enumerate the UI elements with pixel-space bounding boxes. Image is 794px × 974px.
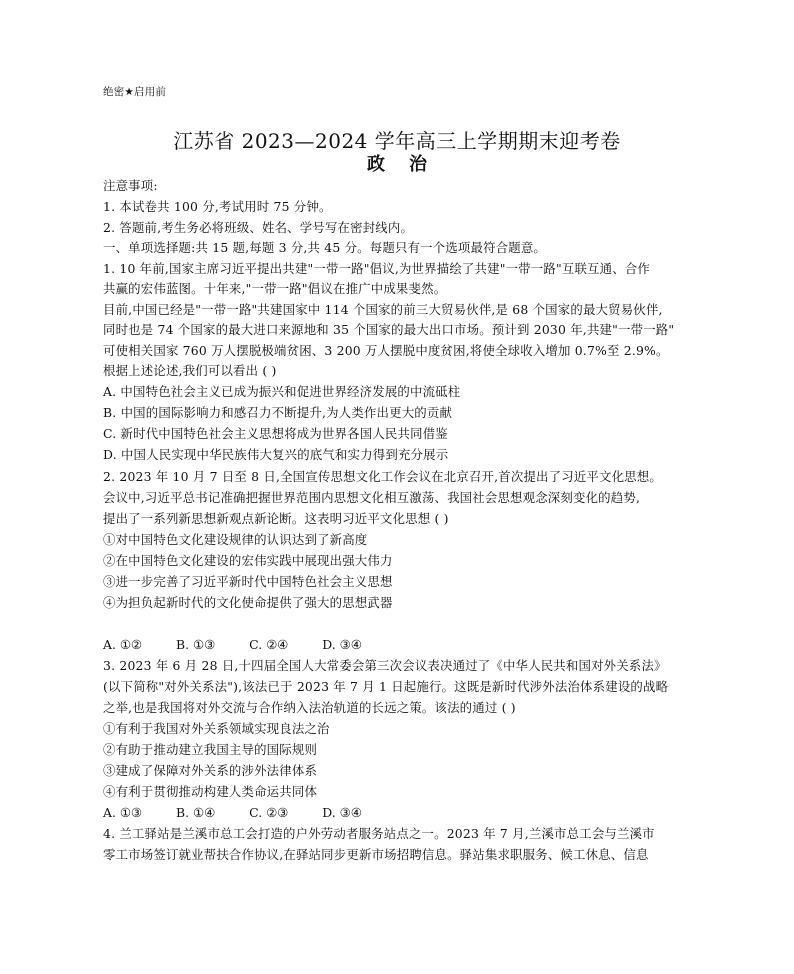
question-3-statement: ④有利于贯彻推动构建人类命运共同体 [103, 784, 318, 799]
question-2-statement: ③进一步完善了习近平新时代中国特色社会主义思想 [103, 574, 393, 589]
question-2-line: 提出了一系列新思想新观点新论断。这表明习近平文化思想 ( ) [103, 511, 449, 526]
notes-heading: 注意事项: [103, 178, 158, 193]
question-1-option-b: B. 中国的国际影响力和感召力不断提升,为人类作出更大的贡献 [103, 405, 453, 420]
choice-b: B. ①③ [176, 637, 216, 652]
question-3-statement: ②有助于推动建立我国主导的国际规则 [103, 742, 318, 757]
exam-title: 江苏省 2023—2024 学年高三上学期期末迎考卷 [173, 129, 621, 153]
question-2-line: 2. 2023 年 10 月 7 日至 8 日,全国宣传思想文化工作会议在北京召开,首次提出了习近平文化思想。 [103, 469, 662, 484]
question-1-line: 1. 10 年前,国家主席习近平提出共建"一带一路"倡议,为世界描绘了共建"一带一路"互联互通、合作 [103, 261, 650, 276]
choice-c: C. ②④ [249, 637, 289, 652]
confidential-label: 绝密★启用前 [103, 86, 167, 98]
question-3-statement: ③建成了保障对外关系的涉外法律体系 [103, 763, 318, 778]
choice-a: A. ①② [103, 637, 143, 652]
choice-d: D. ③④ [322, 637, 362, 652]
section-heading: 一、单项选择题:共 15 题,每题 3 分,共 45 分。每题只有一个选项最符合题意。 [103, 240, 547, 255]
question-2-line: 会议中,习近平总书记准确把握世界范围内思想文化相互激荡、我国社会思想观念深刻变化的趋势, [103, 490, 641, 505]
choice-d: D. ③④ [322, 805, 362, 820]
question-4-line: 零工市场签订就业帮扶合作协议,在驿站同步更新市场招聘信息。驿站集求职服务、候工休息、信息 [103, 847, 649, 862]
question-4-line: 4. 兰工驿站是兰溪市总工会打造的户外劳动者服务站点之一。2023 年 7 月,兰溪市总工会与兰溪市 [103, 826, 655, 841]
choice-b: B. ①④ [176, 805, 216, 820]
question-1-line: 同时也是 74 个国家的最大进口来源地和 35 个国家的最大出口市场。预计到 2030 年,共建"一带一路" [103, 322, 675, 337]
question-1-option-a: A. 中国特色社会主义已成为振兴和促进世界经济发展的中流砥柱 [103, 384, 461, 399]
question-2-choices [103, 637, 392, 653]
choice-c: C. ②③ [249, 805, 289, 820]
question-1-line: 目前,中国已经是"一带一路"共建国家中 114 个国家的前三大贸易伙伴,是 68 个国家的最大贸易伙伴, [103, 302, 663, 317]
question-3-statement: ①有利于我国对外关系领域实现良法之治 [103, 721, 330, 736]
question-2-statement: ①对中国特色文化建设规律的认识达到了新高度 [103, 532, 368, 547]
subject-title: 政治 [367, 154, 451, 175]
question-3-line: 3. 2023 年 6 月 28 日,十四届全国人大常委会第三次会议表决通过了《中华人民共和国对外关系法》 [103, 658, 667, 673]
question-1-option-c: C. 新时代中国特色社会主义思想将成为世界各国人民共同借鉴 [103, 426, 448, 441]
question-3-choices [103, 805, 392, 821]
note-item: 2. 答题前,考生务必将班级、姓名、学号写在密封线内。 [103, 220, 414, 235]
question-2-statement: ④为担负起新时代的文化使命提供了强大的思想武器 [103, 595, 393, 610]
question-3-line: 之举,也是我国将对外交流与合作纳入法治轨道的长远之策。该法的通过 ( ) [103, 700, 516, 715]
question-1-option-d: D. 中国人民实现中华民族伟大复兴的底气和实力得到充分展示 [103, 447, 449, 462]
choice-a: A. ①③ [103, 805, 143, 820]
note-item: 1. 本试卷共 100 分,考试用时 75 分钟。 [103, 199, 332, 214]
question-1-line: 共赢的宏伟蓝图。十年来,"一带一路"倡议在推广中成果斐然。 [103, 281, 447, 296]
question-1-line: 可使相关国家 760 万人摆脱极端贫困、3 200 万人摆脱中度贫困,将使全球收入增加 0.7%至 2.9%。 [103, 343, 669, 358]
question-3-line: (以下简称"对外关系法"),该法已于 2023 年 7 月 1 日起施行。这既是新时代涉外法治体系建设的战略 [103, 679, 669, 694]
question-1-line: 根据上述论述,我们可以看出 ( ) [103, 363, 277, 378]
question-2-statement: ②在中国特色文化建设的宏伟实践中展现出强大伟力 [103, 553, 393, 568]
